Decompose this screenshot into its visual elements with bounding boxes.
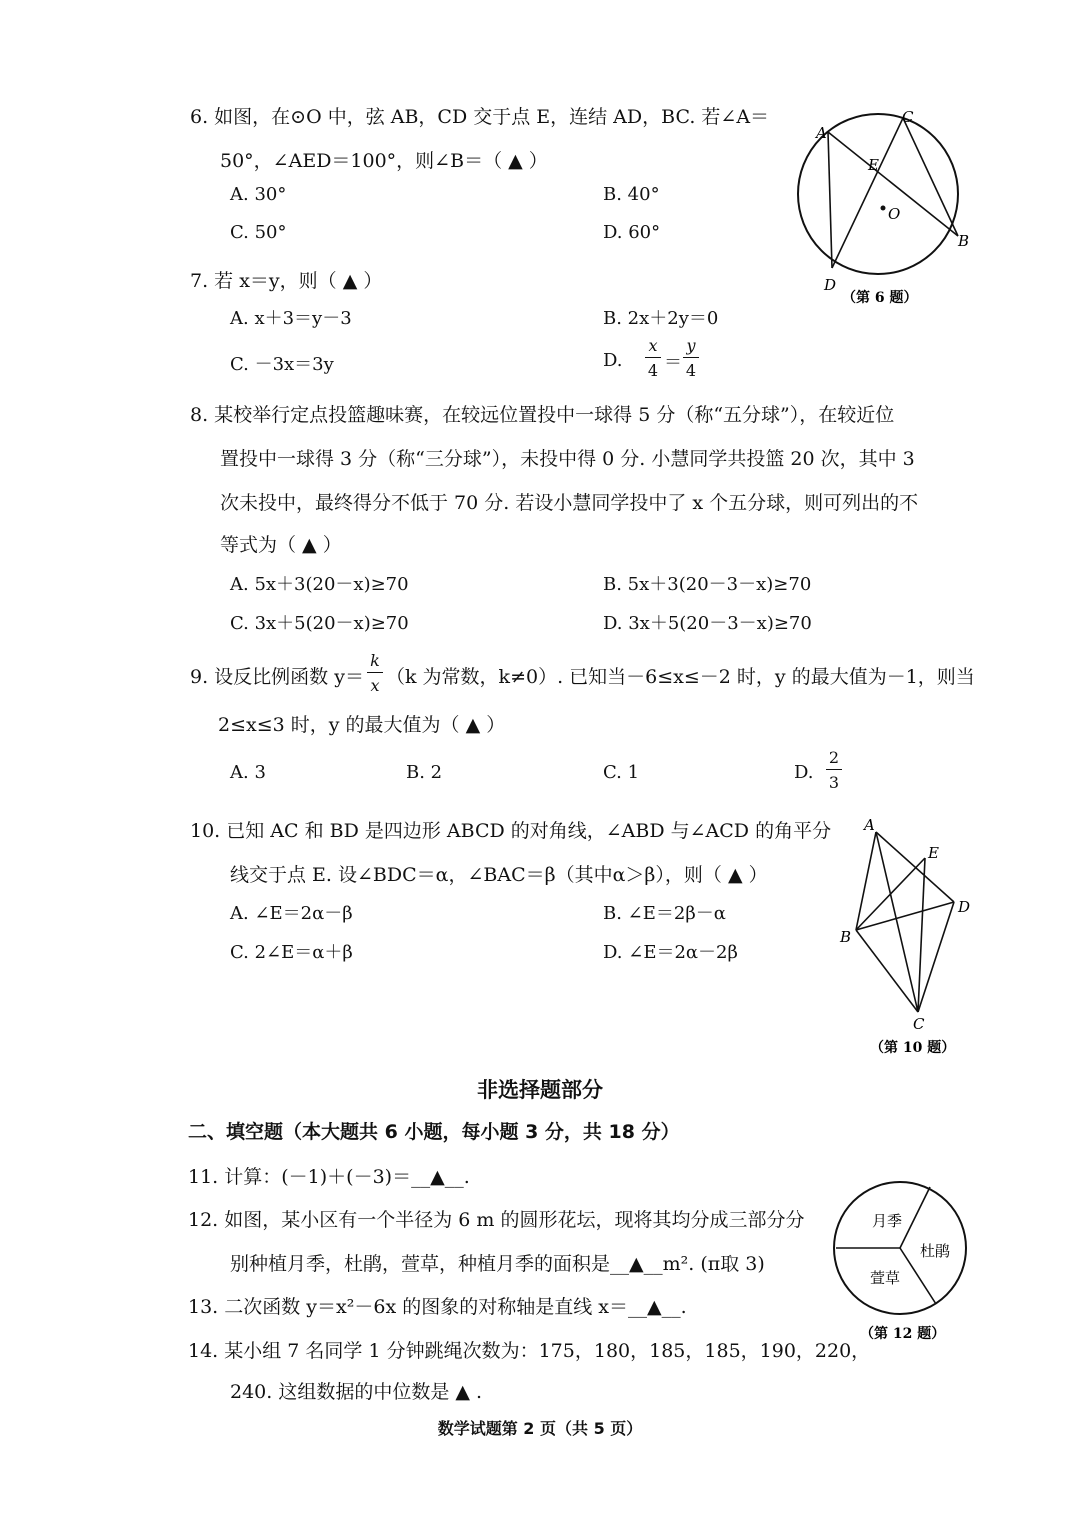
q7-line1: 7. 若 x＝y，则（ ▲ ） bbox=[190, 270, 383, 292]
q8-option-c: C. 3x＋5(20－x)≥70 bbox=[230, 613, 409, 634]
side-cd bbox=[918, 902, 954, 1012]
label-a: A bbox=[864, 816, 875, 834]
q6-option-b: B. 40° bbox=[603, 184, 660, 205]
side-da bbox=[876, 832, 954, 902]
q6-line2: 50°，∠AED＝100°，则∠B＝（ ▲ ） bbox=[220, 150, 548, 172]
figure-10 bbox=[830, 810, 990, 1060]
q7-d-left-den: 4 bbox=[647, 361, 659, 380]
label-o: O bbox=[888, 205, 901, 223]
q9-option-a: A. 3 bbox=[230, 762, 266, 783]
label-b: B bbox=[958, 232, 970, 250]
q7-option-a: A. x＋3＝y－3 bbox=[230, 308, 352, 329]
diagonal-bd bbox=[856, 902, 954, 930]
q7-d-equals: ＝ bbox=[664, 352, 682, 373]
q6-line1: 6. 如图，在⊙O 中，弦 AB，CD 交于点 E，连结 AD，BC. 若∠A＝ bbox=[190, 106, 770, 128]
label-c: C bbox=[913, 1015, 925, 1033]
label-e: E bbox=[928, 844, 939, 862]
q8-line4: 等式为（ ▲ ） bbox=[220, 534, 342, 556]
figure-10-caption: （第 10 题） bbox=[870, 1040, 956, 1056]
q6-option-d: D. 60° bbox=[603, 222, 661, 243]
q9-option-b: B. 2 bbox=[406, 762, 443, 783]
segment-ad bbox=[828, 132, 832, 268]
label-b: B bbox=[840, 928, 852, 946]
q9-option-c: C. 1 bbox=[603, 762, 640, 783]
label-d: D bbox=[958, 898, 971, 916]
q12-line2: 别种植月季，杜鹃，萱草，种植月季的面积是__▲__m². (π取 3) bbox=[230, 1253, 765, 1275]
part2-heading: 二、填空题（本大题共 6 小题，每小题 3 分，共 18 分） bbox=[188, 1121, 680, 1143]
q8-option-a: A. 5x＋3(20－x)≥70 bbox=[230, 574, 409, 595]
figure-12 bbox=[826, 1170, 976, 1350]
figure-12-caption: （第 12 题） bbox=[860, 1326, 946, 1342]
q10-line2: 线交于点 E. 设∠BDC＝α，∠BAC＝β（其中α＞β），则（ ▲ ） bbox=[230, 864, 768, 886]
label-d: D bbox=[824, 276, 837, 294]
q7-d-right-bar bbox=[683, 357, 699, 358]
side-ab bbox=[856, 832, 876, 930]
label-e: E bbox=[868, 156, 879, 174]
center-point bbox=[881, 206, 886, 211]
q10-option-a: A. ∠E＝2α－β bbox=[230, 903, 353, 924]
q9-frac-num: k bbox=[370, 651, 380, 670]
q9-prefix: 9. 设反比例函数 y＝ bbox=[190, 666, 364, 688]
q11: 11. 计算：(－1)＋(－3)＝__▲__. bbox=[188, 1166, 470, 1188]
q12-line1: 12. 如图，某小区有一个半径为 6 m 的圆形花坛，现将其均分成三部分分 bbox=[188, 1209, 805, 1231]
q6-option-a: A. 30° bbox=[230, 184, 287, 205]
q8-line1: 8. 某校举行定点投篮趣味赛，在较远位置投中一球得 5 分（称“五分球”），在较近位 bbox=[190, 404, 895, 426]
sector-dujuan: 杜鹃 bbox=[920, 1242, 951, 1260]
segment-bc bbox=[903, 118, 958, 236]
sector-yueji: 月季 bbox=[872, 1212, 903, 1230]
q9-frac-bar bbox=[367, 672, 383, 673]
chord-cd bbox=[832, 118, 903, 268]
bisector-ce bbox=[918, 858, 925, 1012]
q9-line2: 2≤x≤3 时，y 的最大值为（ ▲ ） bbox=[218, 714, 506, 736]
q13: 13. 二次函数 y＝x²－6x 的图象的对称轴是直线 x＝__▲__. bbox=[188, 1296, 687, 1318]
page-footer: 数学试题第 2 页（共 5 页） bbox=[437, 1419, 643, 1438]
q10-line1: 10. 已知 AC 和 BD 是四边形 ABCD 的对角线，∠ABD 与∠ACD 的角平分 bbox=[190, 820, 832, 842]
q9-option-d: D. bbox=[794, 762, 814, 783]
divider-north bbox=[900, 1187, 930, 1248]
q9-d-bar bbox=[826, 769, 842, 770]
q7-d-left-bar bbox=[645, 357, 661, 358]
q7-option-c: C. －3x＝3y bbox=[230, 354, 334, 375]
figure-6-caption: （第 6 题） bbox=[842, 290, 918, 306]
q8-option-b: B. 5x＋3(20－3－x)≥70 bbox=[603, 574, 812, 595]
q14-line2: 240. 这组数据的中位数是 ▲ . bbox=[230, 1381, 483, 1403]
q9-suffix: （k 为常数，k≠0）. 已知当－6≤x≤－2 时，y 的最大值为－1，则当 bbox=[386, 666, 975, 688]
q7-option-b: B. 2x＋2y＝0 bbox=[603, 308, 719, 329]
q9-d-den: 3 bbox=[828, 773, 840, 792]
q8-line3: 次未投中，最终得分不低于 70 分. 若设小慧同学投中了 x 个五分球，则可列出的不 bbox=[220, 492, 919, 514]
figure-6 bbox=[790, 100, 990, 320]
q7-d-left-num: x bbox=[648, 336, 658, 355]
q7-option-d: D. bbox=[603, 350, 623, 371]
q9-frac-den: x bbox=[370, 676, 380, 695]
section-title: 非选择题部分 bbox=[477, 1078, 603, 1102]
q7-d-right-den: 4 bbox=[685, 361, 697, 380]
q8-option-d: D. 3x＋5(20－3－x)≥70 bbox=[603, 613, 812, 634]
q10-option-b: B. ∠E＝2β－α bbox=[603, 903, 726, 924]
q6-option-c: C. 50° bbox=[230, 222, 287, 243]
label-c: C bbox=[902, 108, 914, 126]
q10-option-c: C. 2∠E＝α＋β bbox=[230, 942, 353, 963]
q7-d-right-num: y bbox=[686, 336, 696, 355]
q9-d-num: 2 bbox=[828, 748, 840, 767]
sector-xuancao: 萱草 bbox=[870, 1269, 901, 1287]
q10-option-d: D. ∠E＝2α－2β bbox=[603, 942, 738, 963]
bisector-be bbox=[856, 858, 925, 930]
q14-line1: 14. 某小组 7 名同学 1 分钟跳绳次数为：175，180，185，185，190，220， bbox=[188, 1340, 871, 1362]
label-a: A bbox=[816, 124, 827, 142]
q8-line2: 置投中一球得 3 分（称“三分球”），未投中得 0 分. 小慧同学共投篮 20 次，其中 3 bbox=[220, 448, 915, 470]
